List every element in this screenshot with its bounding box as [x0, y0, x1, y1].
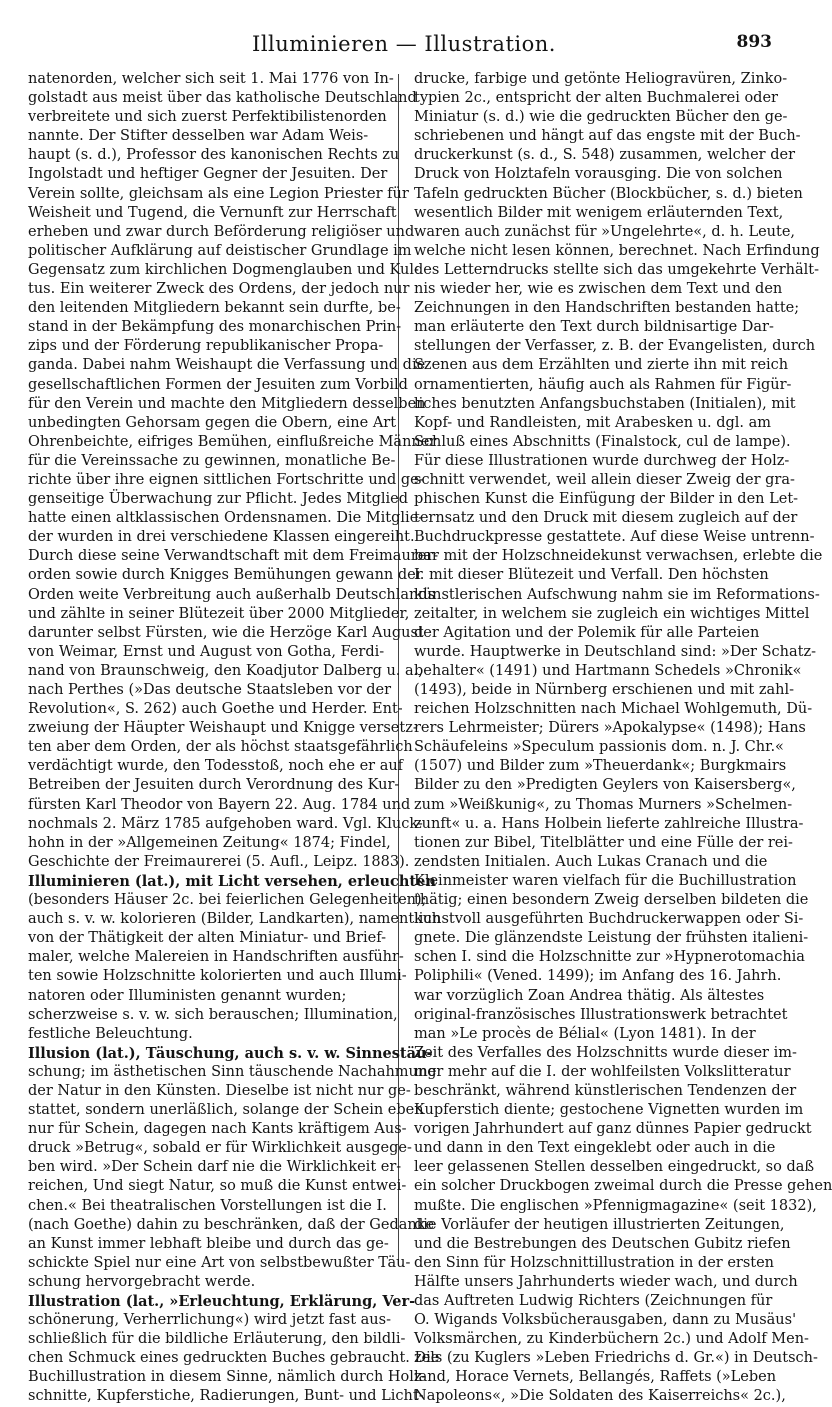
entry-headword-line: Illustration (lat., »Erleuchtung, Erklärung, Ver- — [28, 1293, 416, 1310]
text-line: thätig; einen besondern Zweig derselben bildeten die — [414, 892, 809, 909]
text-line: Szenen aus dem Erzählten und zierte ihn mit reich — [414, 357, 789, 374]
text-line: der wurden in drei verschiedene Klassen eingereiht. — [28, 529, 415, 546]
text-line: erheben und zwar durch Beförderung religiöser und — [28, 223, 415, 240]
text-line: zunft« u. a. Hans Holbein lieferte zahlreiche Illustra- — [414, 815, 804, 832]
text-line: zendsten Initialen. Auch Lukas Cranach und die — [414, 853, 768, 870]
text-line: nach Perthes (»Das deutsche Staatsleben vor der — [28, 682, 392, 698]
text-line: ten aber dem Orden, der als höchst staatsgefährlich — [28, 739, 413, 756]
text-line: zweiung der Häupter Weishaupt und Knigge versetz- — [28, 720, 418, 737]
text-line: reichen, Und siegt Natur, so muß die Kunst entwei- — [28, 1178, 407, 1195]
text-line: den leitenden Mitgliedern bekannt sein durfte, be- — [28, 300, 401, 317]
text-line: land, Horace Vernets, Bellangés, Raffets (»Leben — [414, 1369, 777, 1386]
text-line: zum »Weißkunig«, zu Thomas Murners »Schelmen- — [414, 796, 793, 813]
text-line: verdächtigt wurde, den Todesstoß, noch ehe er auf — [28, 758, 404, 775]
text-line: bar mit der Holzschneidekunst verwachsen, erlebte die — [414, 548, 823, 565]
text-line: behalter« (1491) und Hartmann Schedels »Chronik« — [414, 662, 802, 679]
text-line: politischer Aufklärung auf deistischer Grundlage im — [28, 242, 412, 259]
text-line: beschränkt, während künstlerischen Tendenzen der — [414, 1082, 797, 1099]
text-line: ein solcher Druckbogen zweimal durch die Presse gehen — [414, 1178, 832, 1195]
text-line: Bilder zu den »Predigten Geylers von Kaisersberg«, — [414, 777, 796, 794]
text-line: stand in der Bekämpfung des monarchischen Prin- — [28, 319, 402, 336]
text-line: Druck von Holztafeln vorausging. Die von solchen — [414, 166, 783, 183]
text-line: hohn in der »Allgemeinen Zeitung« 1874; Findel, — [28, 834, 391, 851]
text-line: Kupferstich diente; gestochene Vignetten wurden im — [414, 1102, 804, 1119]
text-line: war vorzüglich Zoan Andrea thätig. Als ältestes — [414, 987, 765, 1004]
text-line: natoren oder Illuministen genannt wurden; — [28, 987, 347, 1004]
text-line: nannte. Der Stifter desselben war Adam Weis- — [28, 128, 369, 145]
text-line: verbreitete und sich zuerst Perfektibilistenorden — [28, 109, 387, 126]
text-line: Kleinmeister waren vielfach für die Buchillustration — [414, 872, 797, 889]
text-line: schung hervorgebracht werde. — [28, 1273, 256, 1290]
text-line: nochmals 2. März 1785 aufgehoben ward. Vgl. Kluck- — [28, 815, 423, 832]
text-line: Verein sollte, gleichsam als eine Legion Priester für — [28, 185, 409, 202]
text-line: Revolution«, S. 262) auch Goethe und Herder. Ent- — [28, 701, 403, 718]
text-line: druck »Betrug«, sobald er für Wirklichkeit ausgege- — [28, 1140, 412, 1157]
running-title: Illuminieren — Illustration. — [252, 32, 556, 56]
text-line: I. mit dieser Blütezeit und Verfall. Den höchsten — [414, 567, 769, 584]
text-line: man erläuterte den Text durch bildnisartige Dar- — [414, 319, 774, 336]
text-line: das Auftreten Ludwig Richters (Zeichnungen für — [414, 1293, 773, 1309]
text-line: drucke, farbige und getönte Heliogravüren, Zinko- — [414, 71, 788, 87]
text-line: darunter selbst Fürsten, wie die Herzöge Karl August — [28, 624, 424, 641]
text-line: von Weimar, Ernst und August von Gotha, Ferdi- — [28, 643, 385, 660]
text-line: golstadt aus meist über das katholische Deutschland — [28, 90, 417, 107]
text-line: wurde. Hauptwerke in Deutschland sind: »Der Schatz- — [414, 643, 816, 660]
text-line: schung; im ästhetischen Sinn täuschende Nachahmung — [28, 1063, 437, 1080]
text-line: an Kunst immer lebhaft bleibe und durch das ge- — [28, 1235, 389, 1252]
text-line: chen Schmuck eines gedruckten Buches gebraucht. Die — [28, 1350, 440, 1367]
text-line: waren auch zunächst für »Ungelehrte«, d. h. Leute, — [414, 223, 796, 240]
text-line: schönerung, Verherrlichung«) wird jetzt fast aus- — [28, 1312, 391, 1329]
text-line: festliche Beleuchtung. — [28, 1025, 193, 1042]
text-line: man »Le procès de Bélial« (Lyon 1481). In der — [414, 1025, 756, 1042]
text-line: und dann in den Text eingeklebt oder auch in die — [414, 1140, 776, 1157]
text-line: zels (zu Kuglers »Leben Friedrichs d. Gr.«) in Deutsch- — [414, 1350, 818, 1367]
text-line: genseitige Überwachung zur Pflicht. Jedes Mitglied — [28, 491, 409, 508]
text-line: zeitalter, in welchem sie zugleich ein wichtiges Mittel — [414, 605, 810, 622]
text-line: scherzweise s. v. w. sich berauschen; Illumination, — [28, 1006, 398, 1023]
text-line: Kopf- und Randleisten, mit Arabesken u. dgl. am — [414, 414, 772, 431]
text-line: phischen Kunst die Einfügung der Bilder in den Let- — [414, 491, 799, 508]
text-line: fürsten Karl Theodor von Bayern 22. Aug. 1784 und — [28, 796, 411, 813]
text-line: Gegensatz zum kirchlichen Dogmenglauben und Kul- — [28, 261, 419, 278]
text-line: Napoleons«, »Die Soldaten des Kaiserreichs« 2c.), — [414, 1388, 786, 1405]
text-line: auch s. v. w. kolorieren (Bilder, Landkarten), namentlich — [28, 911, 441, 928]
text-line: typien 2c., entspricht der alten Buchmalerei oder — [414, 90, 778, 107]
text-line: schen I. sind die Holzschnitte zur »Hypnerotomachia — [414, 949, 805, 966]
right-column — [414, 70, 832, 1407]
text-line: ganda. Dabei nahm Weishaupt die Verfassung und die — [28, 357, 426, 374]
text-line: Miniatur (s. d.) wie die gedruckten Bücher den ge- — [414, 109, 788, 126]
text-line: nur für Schein, dagegen nach Kants kräftigem Aus- — [28, 1121, 407, 1138]
text-line: orden sowie durch Knigges Bemühungen gewann der — [28, 567, 423, 584]
text-line: natenorden, welcher sich seit 1. Mai 1776 von In- — [28, 71, 394, 87]
text-line: Buchillustration in diesem Sinne, nämlich durch Holz- — [28, 1369, 427, 1386]
text-line: original-französisches Illustrationswerk betrachtet — [414, 1006, 788, 1023]
text-line: Für diese Illustrationen wurde durchweg der Holz- — [414, 452, 790, 469]
text-line: für die Vereinssache zu gewinnen, monatliche Be- — [28, 452, 396, 469]
text-line: die Vorläufer der heutigen illustrierten Zeitungen, — [414, 1216, 785, 1233]
text-line: schickte Spiel nur eine Art von selbstbewußter Täu- — [28, 1254, 411, 1271]
text-line: stattet, sondern unerläßlich, solange der Schein eben — [28, 1102, 424, 1119]
text-line: Hälfte unsers Jahrhunderts wieder wach, und durch — [414, 1273, 798, 1290]
text-line: richte über ihre eignen sittlichen Fortschritte und ge- — [28, 471, 424, 488]
text-line: Weisheit und Tugend, die Vernunft zur Herrschaft — [28, 204, 397, 221]
left-column — [28, 70, 441, 1407]
text-line: (1493), beide in Nürnberg erschienen und mit zahl- — [414, 682, 795, 698]
text-line: mer mehr auf die I. der wohlfeilsten Volkslitteratur — [414, 1063, 791, 1080]
text-line: chen.« Bei theatralischen Vorstellungen ist die I. — [28, 1197, 387, 1214]
text-line: ternsatz und den Druck mit diesem zugleich auf der — [414, 510, 798, 527]
text-line: schnitt verwendet, weil allein dieser Zweig der gra- — [414, 471, 795, 488]
entry-headword-line: Illuminieren (lat.), mit Licht versehen, erleuchten — [28, 872, 436, 890]
text-line: Tafeln gedruckten Bücher (Blockbücher, s. d.) bieten — [414, 185, 803, 202]
text-line: Betreiben der Jesuiten durch Verordnung des Kur- — [28, 777, 400, 794]
page-header — [28, 28, 780, 60]
text-line: stellungen der Verfasser, z. B. der Evangelisten, durch — [414, 338, 816, 355]
text-line: schriebenen und hängt auf das engste mit der Buch- — [414, 128, 801, 145]
text-line: Poliphili« (Vened. 1499); im Anfang des 16. Jahrh. — [414, 968, 782, 985]
text-line: maler, welche Malereien in Handschriften ausführ- — [28, 949, 404, 966]
text-line: nis wieder her, wie es zwischen dem Text und den — [414, 281, 783, 298]
text-line: gnete. Die glänzendste Leistung der frühsten italieni- — [414, 930, 809, 947]
text-line: nand von Braunschweig, den Koadjutor Dalberg u. a., — [28, 662, 423, 679]
text-line: für den Verein und machte den Mitgliedern desselben — [28, 395, 426, 412]
page-number: 893 — [736, 32, 772, 52]
text-line: tionen zur Bibel, Titelblätter und eine Fülle der rei- — [414, 834, 793, 851]
text-line: künstlerischen Aufschwung nahm sie im Reformations- — [414, 586, 820, 603]
text-line: Zeit des Verfalles des Holzschnitts wurde dieser im- — [414, 1044, 797, 1061]
text-line: rers Lehrmeister; Dürers »Apokalypse« (1498); Hans — [414, 720, 806, 737]
text-line: (1507) und Bilder zum »Theuerdank«; Burgkmairs — [414, 758, 787, 775]
text-line: Ingolstadt und heftiger Gegner der Jesuiten. Der — [28, 166, 388, 183]
text-line: Buchdruckpresse gestattete. Auf diese Weise untrenn- — [414, 529, 815, 546]
text-line: Ohrenbeichte, eifriges Bemühen, einflußreiche Männer — [28, 433, 437, 450]
text-line: reichen Holzschnitten nach Michael Wohlgemuth, Dü- — [414, 701, 813, 718]
text-line: von der Thätigkeit der alten Miniatur- und Brief- — [28, 930, 386, 947]
text-line: den Sinn für Holzschnittillustration in der ersten — [414, 1254, 775, 1271]
text-line: Volksmärchen, zu Kinderbüchern 2c.) und Adolf Men- — [414, 1331, 809, 1348]
entry-headword-line: Illusion (lat.), Täuschung, auch s. v. w. Sinnestäu- — [28, 1044, 433, 1062]
text-line: wesentlich Bilder mit wenigem erläuternden Text, — [414, 204, 784, 221]
text-line: des Letterndrucks stellte sich das umgekehrte Verhält- — [414, 261, 820, 278]
text-line: Schäufeleins »Speculum passionis dom. n. J. Chr.« — [414, 739, 784, 756]
text-line: liches benutzten Anfangsbuchstaben (Initialen), mit — [414, 395, 796, 412]
text-line: O. Wigands Volksbücherausgaben, dann zu Musäus' — [414, 1312, 797, 1329]
text-line: haupt (s. d.), Professor des kanonischen Rechts zu — [28, 147, 400, 164]
text-line: leer gelassenen Stellen desselben eingedruckt, so daß — [414, 1159, 815, 1176]
text-line: kunstvoll ausgeführten Buchdruckerwappen oder Si- — [414, 911, 804, 928]
text-line: schnitte, Kupferstiche, Radierungen, Bunt- und Licht- — [28, 1388, 424, 1405]
text-line: welche nicht lesen können, berechnet. Nach Erfindung — [414, 242, 820, 259]
text-line: unbedingten Gehorsam gegen die Obern, eine Art — [28, 414, 397, 431]
text-line: hatte einen altklassischen Ordensnamen. Die Mitglie- — [28, 510, 424, 527]
text-line: schließlich für die bildliche Erläuterung, den bildli- — [28, 1331, 406, 1348]
text-line: und zählte in seiner Blütezeit über 2000 Mitglieder, — [28, 605, 410, 622]
text-line: Orden weite Verbreitung auch außerhalb Deutschlands — [28, 586, 436, 603]
text-line: ten sowie Holzschnitte kolorierten und auch Illumi- — [28, 968, 407, 985]
text-line: gesellschaftlichen Formen der Jesuiten zum Vorbild — [28, 376, 408, 393]
text-line: Zeichnungen in den Handschriften bestanden hatte; — [414, 300, 800, 317]
text-line: (nach Goethe) dahin zu beschränken, daß der Gedanke — [28, 1216, 435, 1233]
text-line: tus. Ein weiterer Zweck des Ordens, der jedoch nur — [28, 281, 410, 298]
text-line: Durch diese seine Verwandtschaft mit dem Freimaurer- — [28, 548, 439, 565]
text-line: (besonders Häuser 2c. bei feierlichen Gelegenheiten); — [28, 892, 427, 909]
text-line: der Natur in den Künsten. Dieselbe ist nicht nur ge- — [28, 1082, 411, 1099]
text-line: Schluß eines Abschnitts (Finalstock, cul de lampe). — [414, 433, 791, 450]
text-line: druckerkunst (s. d., S. 548) zusammen, welcher der — [414, 147, 796, 164]
text-line: Geschichte der Freimaurerei (5. Aufl., Leipz. 1883). — [28, 853, 410, 870]
text-line: vorigen Jahrhundert auf ganz dünnes Papier gedruckt — [414, 1121, 812, 1138]
text-line: ornamentierten, häufig auch als Rahmen für Figür- — [414, 376, 792, 393]
text-line: ben wird. »Der Schein darf nie die Wirklichkeit er- — [28, 1159, 402, 1176]
text-line: und die Bestrebungen des Deutschen Gubitz riefen — [414, 1235, 791, 1252]
text-line: der Agitation und der Polemik für alle Parteien — [414, 624, 760, 641]
text-line: zips und der Förderung republikanischer Propa- — [28, 338, 384, 355]
text-line: mußte. Die englischen »Pfennigmagazine« (seit 1832), — [414, 1197, 817, 1214]
